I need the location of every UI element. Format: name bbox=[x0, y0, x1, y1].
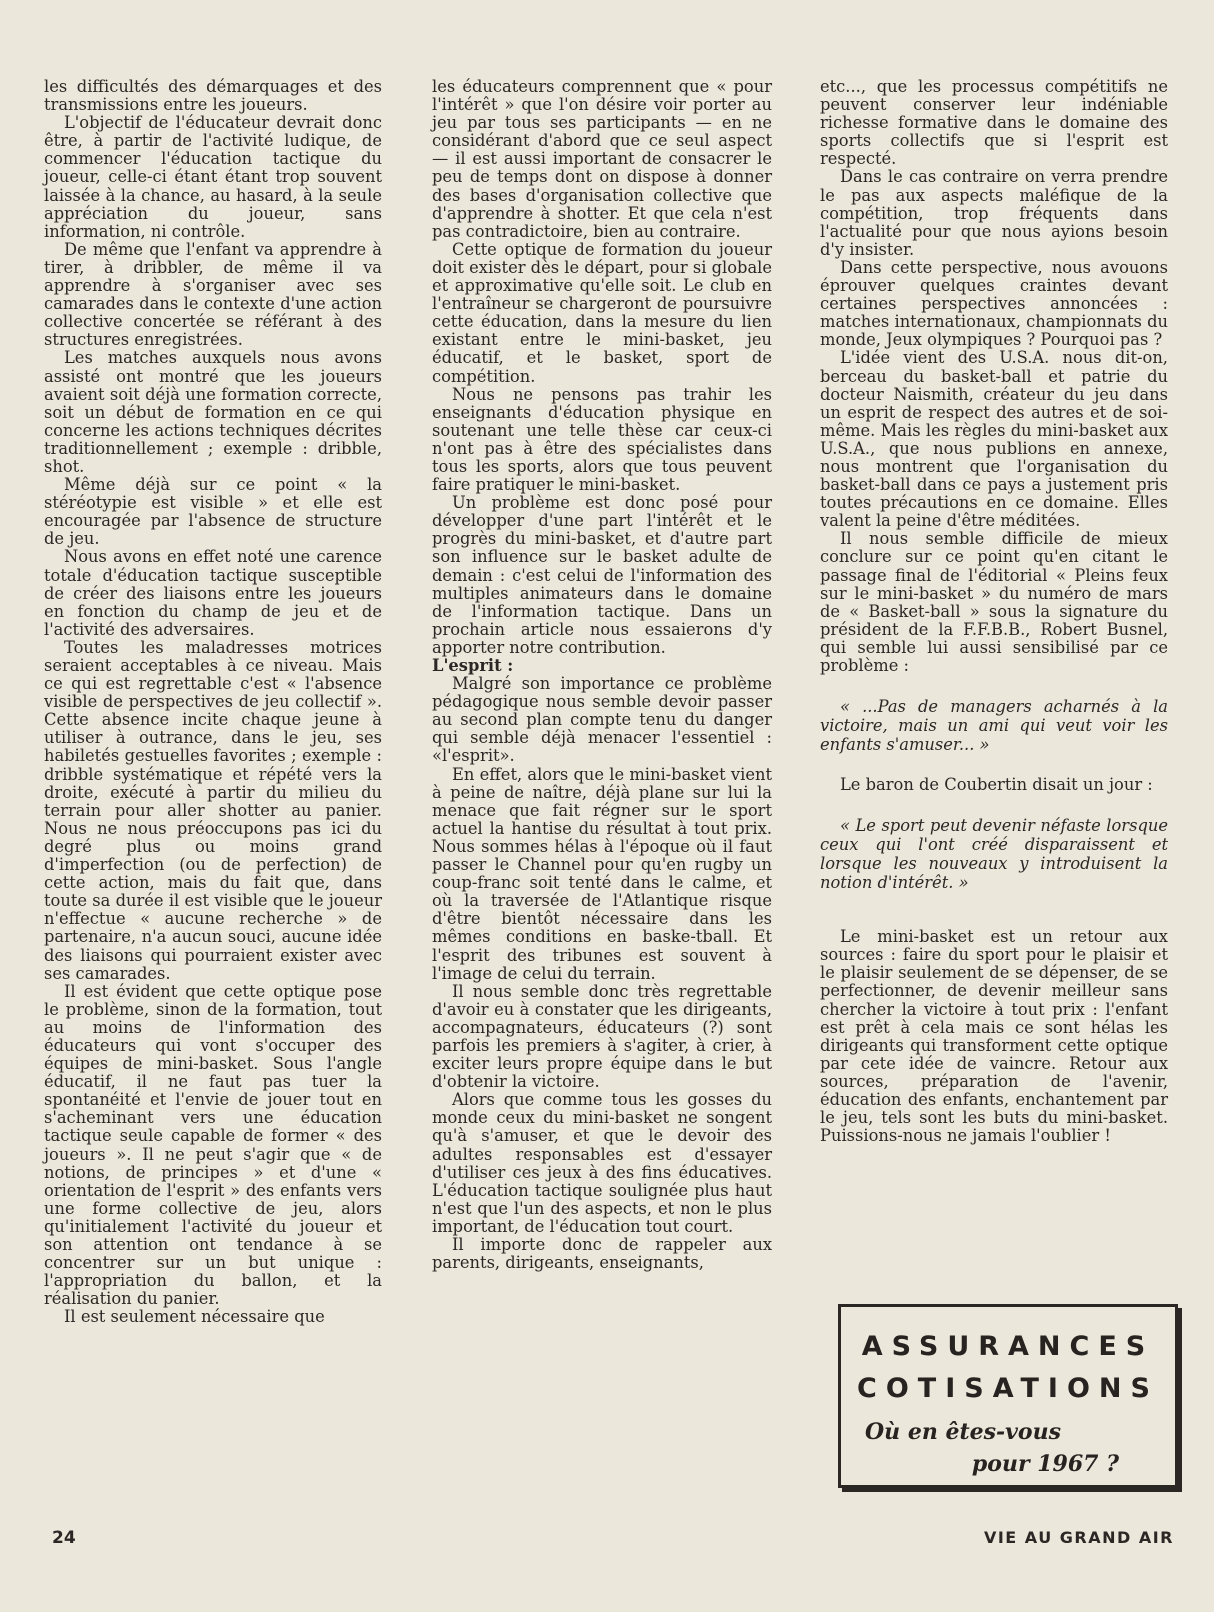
paragraph: En effet, alors que le mini-basket vient à peine de naître, déjà plane sur lui la menace que fait régner sur le sport actuel la hantise du résultat à tout prix. Nous sommes hélas à l'époque où il faut passer le Channel pour qu'en rugby un coup-franc soit tenté dans le calme, et où la traversée de l'Atlantique risque d'être bientôt nécessaire dans les mêmes conditions en baske-tball. Et l'esprit des tribunes est souvent à l'image de celui du terrain. bbox=[432, 764, 772, 983]
paragraph: Il est seulement nécessaire que bbox=[64, 1307, 325, 1327]
page-number: 24 bbox=[52, 1528, 76, 1548]
ad-tagline: Où en êtes-vous bbox=[865, 1419, 1061, 1445]
paragraph: Les matches auxquels nous avons assisté ont montré que les joueurs avaient soit déjà une formation correcte, soit un début de formation en ce qui concerne les actions techniques décrites traditionnellement ; exemple : dribble, shot. bbox=[44, 348, 382, 476]
paragraph: L'objectif de l'éducateur devrait donc être, à partir de l'activité ludique, de commencer l'éducation tactique du joueur, celle-ci étant étant trop souvent laissée à la chance, au hasard, à la seule appréciation du joueur, sans information, ni contrôle. bbox=[44, 113, 382, 241]
paragraph: Il nous semble difficile de mieux conclure sur ce point qu'en citant le passage final de l'éditorial « Pleins feux sur le mini-basket » du numéro de mars de « Basket-ball » sous la signature du président de la F.F.B.B., Robert Busnel, qui semble lui aussi sensibilisé par ce problème : bbox=[820, 529, 1168, 675]
section-heading: L'esprit : bbox=[432, 656, 514, 675]
paragraph: De même que l'enfant va apprendre à tirer, à dribbler, de même il va apprendre à s'organiser avec ses camarades dans le contexte d'une action collective concertée se référant à des structures enregistrées. bbox=[44, 239, 382, 350]
paragraph: Même déjà sur ce point « la stéréotypie est visible » et elle est encouragée par l'absence de structure de jeu. bbox=[44, 475, 382, 549]
text-column-1 bbox=[44, 78, 382, 1326]
paragraph: etc..., que les processus compétitifs ne peuvent conserver leur indéniable richesse formative dans le domaine des sports collectifs que si l'esprit est respecté. bbox=[820, 77, 1168, 169]
paragraph: Le mini-basket est un retour aux sources : faire du sport pour le plaisir et le plaisir seulement de se dépenser, de se perfectionner, de devenir meilleur sans chercher la victoire à tout prix : l'enfant est prêt à cela mais ce sont hélas les dirigeants qui transforment cette optique par cete idée de vaincre. Retour aux sources, préparation de l'avenir, éducation des enfants, enchantement par le jeu, tels sont les buts du mini-basket. Puissions-nous ne jamais l'oublier ! bbox=[820, 927, 1168, 1146]
advertisement-box bbox=[838, 1304, 1178, 1488]
paragraph: Malgré son importance ce problème pédagogique nous semble devoir passer au second plan compte tenu du danger qui semble déjà menacer l'essentiel : «l'esprit». bbox=[432, 674, 772, 766]
paragraph: Le baron de Coubertin disait un jour : bbox=[840, 775, 1153, 795]
paragraph: Il est évident que cette optique pose le problème, sinon de la formation, tout au moins de l'information des éducateurs qui vont s'occuper des équipes de mini-basket. Sous l'angle éducatif, il ne faut pas tuer la spontanéité et l'envie de jouer tout en s'acheminant vers une éducation tactique seule capable de former « des joueurs ». Il ne peut s'agir que « de notions, de principes » et d'une « orientation de l'esprit » des enfants vers une forme collective de jeu, alors qu'initialement l'activité du joueur et son attention ont tendance à se concentrer sur un but unique : l'appropriation du ballon, et la réalisation du panier. bbox=[44, 981, 382, 1309]
quotation: « ...Pas de managers acharnés à la victoire, mais un ami qui veut voir les enfants s'amuser... » bbox=[820, 697, 1168, 755]
ad-headline: ASSURANCES bbox=[861, 1331, 1155, 1362]
paragraph: les difficultés des démarquages et des transmissions entre les joueurs. bbox=[44, 77, 382, 115]
paragraph: Un problème est donc posé pour développer d'une part l'intérêt et le progrès du mini-basket, et d'autre part son influence sur le basket adulte de demain : c'est celui de l'information des multiples animateurs dans le domaine de l'information tactique. Dans un prochain article nous essaierons d'y apporter notre contribution. bbox=[432, 493, 772, 657]
paragraph: Dans cette perspective, nous avouons éprouver quelques craintes devant certaines perspectives annoncées : matches internationaux, championnats du monde, Jeux olympiques ? Pourquoi pas ? bbox=[820, 257, 1168, 350]
paragraph: Dans le cas contraire on verra prendre le pas aux aspects maléfique de la compétition, trop fréquents dans l'actualité pour que nous ayions besoin d'y insister. bbox=[820, 167, 1168, 259]
text-column-2 bbox=[432, 78, 772, 1272]
paragraph: Alors que comme tous les gosses du monde ceux du mini-basket ne songent qu'à s'amuser, et que le devoir des adultes responsables est d'essayer d'utiliser ces jeux à des fins éducatives. L'éducation tactique soulignée plus haut n'est que l'un des aspects, et non le plus important, de l'éducation tout court. bbox=[432, 1090, 772, 1236]
text-column-3 bbox=[820, 78, 1168, 1145]
paragraph: Nous ne pensons pas trahir les enseignants d'éducation physique en soutenant une telle thèse car ceux-ci n'ont pas à être des spécialistes dans tous les sports, alors que tous peuvent faire pratiquer le mini-basket. bbox=[432, 384, 772, 495]
magazine-title: VIE AU GRAND AIR bbox=[983, 1528, 1174, 1547]
paragraph: les éducateurs comprennent que « pour l'intérêt » que l'on désire voir porter au jeu par tous ses participants — en ne considérant d'abord que ce seul aspect — il est aussi important de consacrer le peu de temps dont on dispose à donner des bases d'organisation collective que d'apprendre à shotter. Et que cela n'est pas contradictoire, bien au contraire. bbox=[432, 77, 772, 241]
paragraph: Toutes les maladresses motrices seraient acceptables à ce niveau. Mais ce qui est regrettable c'est « l'absence visible de perspectives de jeu collectif ». Cette absence incite chaque jeune à utiliser à outrance, dans le jeu, ses habiletés gestuelles favorites ; exemple : dribble systématique et répété vers la droite, exécuté à partir du milieu du terrain pour aller shotter au panier. Nous ne nous préoccupons pas ici du degré plus ou moins grand d'imperfection (ou de perfection) de cette action, mais du fait que, dans toute sa durée il est visible que le joueur n'effectue « aucune recherche » de partenaire, n'a aucun souci, aucune idée des liaisons qui pourraient exister avec ses camarades. bbox=[44, 637, 382, 983]
ad-headline: COTISATIONS bbox=[857, 1373, 1159, 1404]
paragraph: L'idée vient des U.S.A. nous dit-on, berceau du basket-ball et patrie du docteur Naismith, créateur du jeu dans un esprit de respect des autres et de soi-même. Mais les règles du mini-basket aux U.S.A., que nous publions en annexe, nous montrent que l'organisation du basket-ball dans ce pays a justement pris toutes précautions en ce domaine. Elles valent la peine d'être méditées. bbox=[820, 348, 1168, 531]
paragraph: Nous avons en effet noté une carence totale d'éducation tactique susceptible de créer des liaisons entre les joueurs en fonction du champ de jeu et de l'activité des adversaires. bbox=[44, 547, 382, 639]
quotation: « Le sport peut devenir néfaste lorsque ceux qui l'ont créé disparaissent et lorsque les nouveaux y introduisent la notion d'intérêt. » bbox=[820, 816, 1168, 893]
paragraph: Il importe donc de rappeler aux parents, dirigeants, enseignants, bbox=[432, 1235, 772, 1273]
paragraph: Il nous semble donc très regrettable d'avoir eu à constater que les dirigeants, accompagnateurs, éducateurs (?) sont parfois les premiers à s'agiter, à crier, à exciter leurs propre équipe dans le but d'obtenir la victoire. bbox=[432, 981, 772, 1092]
paragraph: Cette optique de formation du joueur doit exister dès le départ, pour si globale et approximative qu'elle soit. Le club en l'entraîneur se chargeront de poursuivre cette éducation, dans la mesure du lien existant entre le mini-basket, jeu éducatif, et le basket, sport de compétition. bbox=[432, 239, 772, 386]
ad-tagline: pour 1967 ? bbox=[971, 1451, 1119, 1477]
